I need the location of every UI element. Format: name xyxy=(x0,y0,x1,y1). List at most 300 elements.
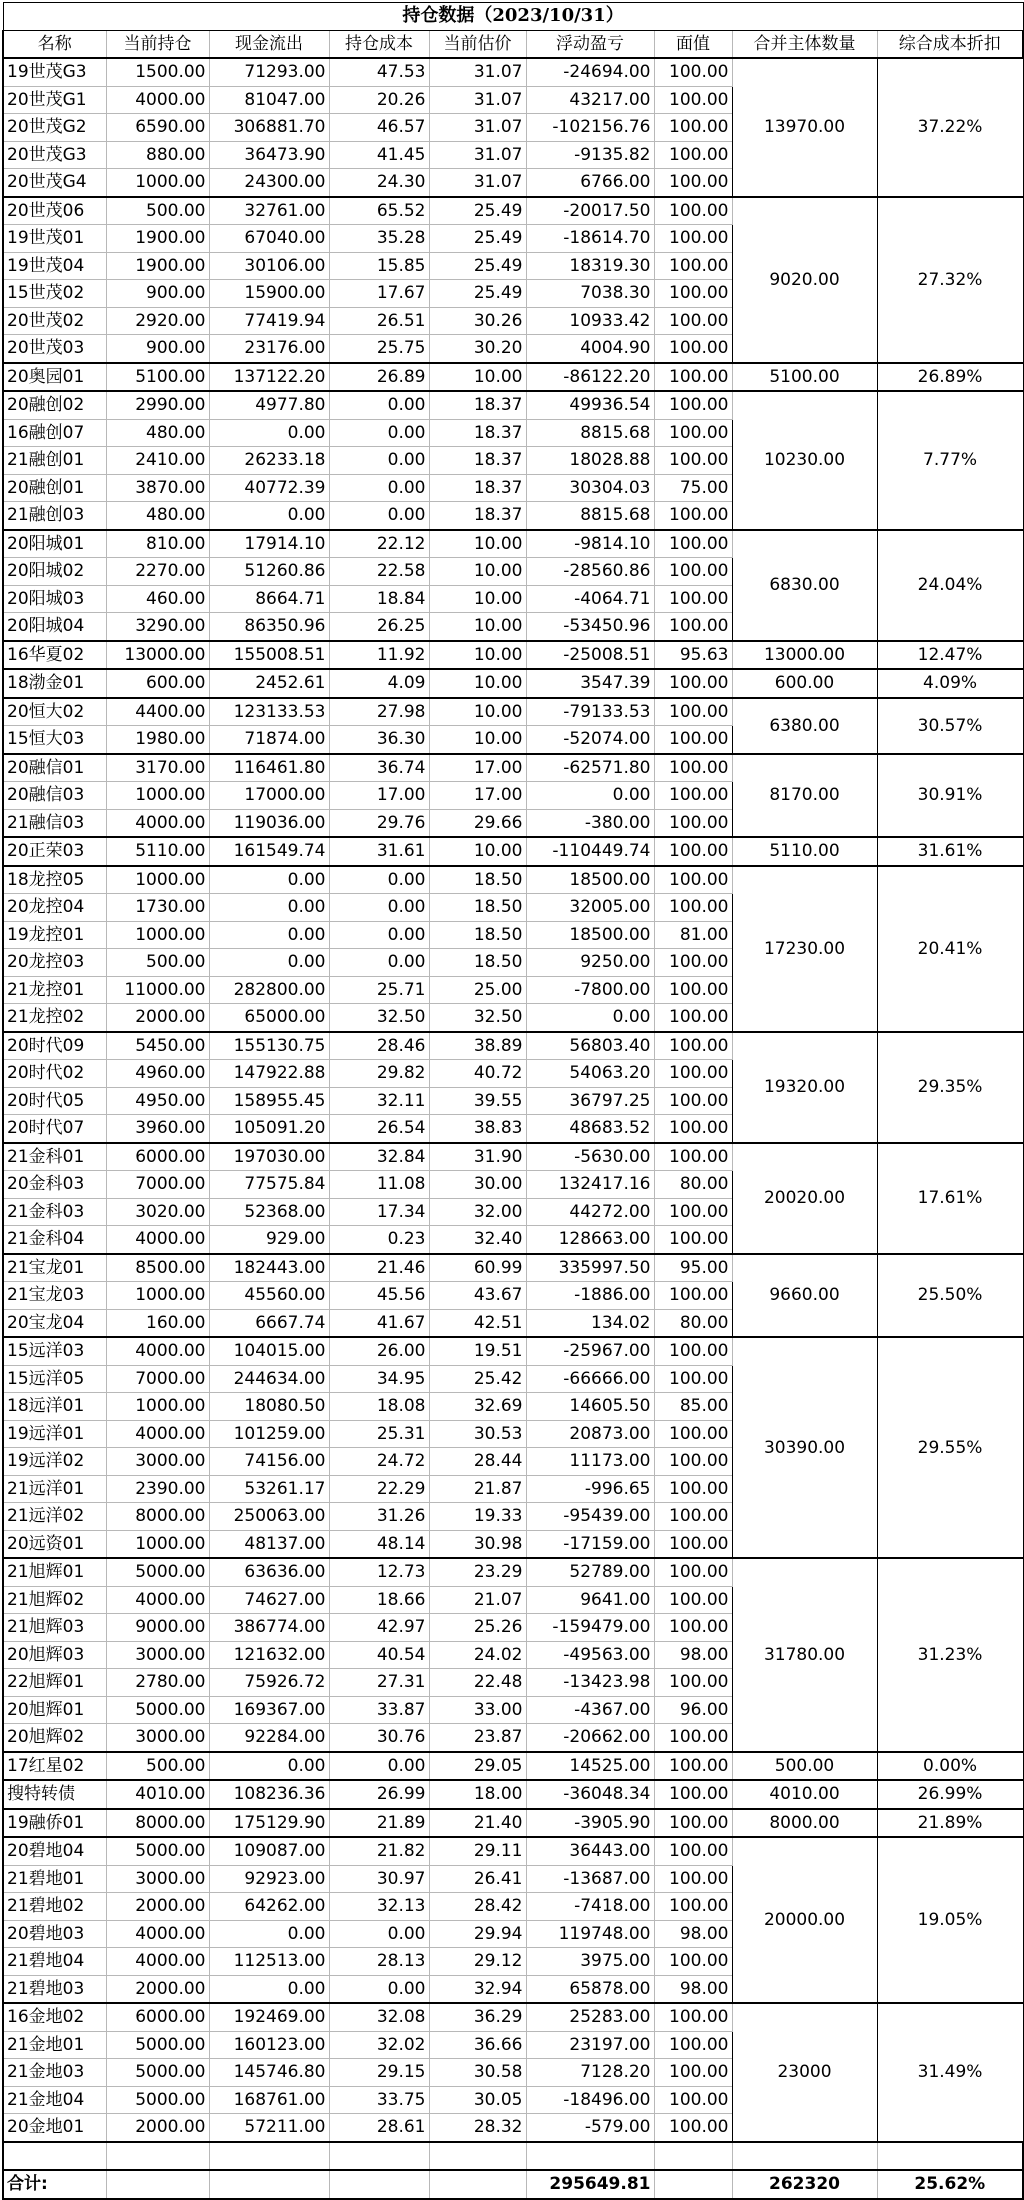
table-row xyxy=(3,1780,1023,1809)
cell-position: 3000.00 xyxy=(106,1641,209,1669)
cell-position: 1900.00 xyxy=(106,252,209,280)
cell-pnl: 23197.00 xyxy=(526,2031,654,2059)
cell-cash-outflow: 116461.80 xyxy=(209,754,329,782)
cell-price: 29.66 xyxy=(429,809,526,837)
cell-empty xyxy=(877,2142,1023,2171)
cell-cost: 0.00 xyxy=(329,391,429,419)
cell-cash-outflow: 160123.00 xyxy=(209,2031,329,2059)
cell-price: 38.83 xyxy=(429,1115,526,1143)
cell-pnl: 134.02 xyxy=(526,1309,654,1337)
cell-cash-outflow: 145746.80 xyxy=(209,2059,329,2087)
cell-name: 21碧地02 xyxy=(3,1893,106,1921)
cell-price: 21.40 xyxy=(429,1809,526,1838)
cell-price: 10.00 xyxy=(429,669,526,698)
cell-name: 18远洋01 xyxy=(3,1393,106,1421)
cell-face-value: 100.00 xyxy=(654,669,732,698)
cell-price: 18.00 xyxy=(429,1780,526,1809)
cell-name: 16华夏02 xyxy=(3,641,106,670)
cell-name: 21龙控02 xyxy=(3,1004,106,1032)
cell-position: 2920.00 xyxy=(106,307,209,335)
cell-price: 31.07 xyxy=(429,86,526,114)
cell-group-discount: 31.61% xyxy=(877,837,1023,866)
cell-pnl: -86122.20 xyxy=(526,363,654,392)
cell-price: 30.98 xyxy=(429,1530,526,1558)
cell-cost: 0.00 xyxy=(329,474,429,502)
cell-cash-outflow: 121632.00 xyxy=(209,1641,329,1669)
cell-position: 2270.00 xyxy=(106,558,209,586)
cell-position: 13000.00 xyxy=(106,641,209,670)
cell-cost: 40.54 xyxy=(329,1641,429,1669)
cell-name: 21宝龙03 xyxy=(3,1282,106,1310)
table-row xyxy=(3,669,1023,698)
cell-position: 2000.00 xyxy=(106,1975,209,2003)
cell-face-value: 100.00 xyxy=(654,530,732,558)
cell-cash-outflow: 0.00 xyxy=(209,502,329,530)
cell-cost: 26.51 xyxy=(329,307,429,335)
cell-pnl: 52789.00 xyxy=(526,1558,654,1586)
cell-cash-outflow: 48137.00 xyxy=(209,1530,329,1558)
cell-pnl: 36443.00 xyxy=(526,1837,654,1865)
cell-empty xyxy=(106,2142,209,2171)
cell-face-value: 100.00 xyxy=(654,252,732,280)
cell-price: 32.50 xyxy=(429,1004,526,1032)
cell-cash-outflow: 0.00 xyxy=(209,1920,329,1948)
cell-name: 20世茂G2 xyxy=(3,114,106,142)
cell-price: 24.02 xyxy=(429,1641,526,1669)
cell-face-value: 100.00 xyxy=(654,1475,732,1503)
cell-position: 2390.00 xyxy=(106,1475,209,1503)
cell-cash-outflow: 244634.00 xyxy=(209,1365,329,1393)
cell-cost: 12.73 xyxy=(329,1558,429,1586)
cell-price: 18.50 xyxy=(429,921,526,949)
cell-price: 29.05 xyxy=(429,1752,526,1781)
cell-position: 3000.00 xyxy=(106,1865,209,1893)
cell-position: 1000.00 xyxy=(106,866,209,894)
cell-position: 2990.00 xyxy=(106,391,209,419)
cell-pnl: -95439.00 xyxy=(526,1503,654,1531)
cell-pnl: 7128.20 xyxy=(526,2059,654,2087)
cell-name: 22旭辉01 xyxy=(3,1669,106,1697)
cell-face-value: 100.00 xyxy=(654,197,732,225)
cell-price: 29.11 xyxy=(429,1837,526,1865)
cell-cost: 26.54 xyxy=(329,1115,429,1143)
cell-name: 20奥园01 xyxy=(3,363,106,392)
cell-cost: 25.75 xyxy=(329,335,429,363)
cell-position: 3020.00 xyxy=(106,1198,209,1226)
cell-face-value: 100.00 xyxy=(654,225,732,253)
cell-price: 18.37 xyxy=(429,391,526,419)
cell-cash-outflow: 119036.00 xyxy=(209,809,329,837)
cell-name: 20碧地03 xyxy=(3,1920,106,1948)
cell-empty xyxy=(209,2170,329,2199)
cell-cost: 46.57 xyxy=(329,114,429,142)
cell-cost: 22.58 xyxy=(329,558,429,586)
col-header-position: 当前持仓 xyxy=(106,30,209,58)
cell-face-value: 100.00 xyxy=(654,1780,732,1809)
cell-name: 21远洋02 xyxy=(3,1503,106,1531)
cell-position: 2780.00 xyxy=(106,1669,209,1697)
cell-position: 1730.00 xyxy=(106,894,209,922)
cell-cash-outflow: 104015.00 xyxy=(209,1337,329,1365)
cell-cost: 32.50 xyxy=(329,1004,429,1032)
cell-pnl: 0.00 xyxy=(526,1004,654,1032)
cell-group-discount: 17.61% xyxy=(877,1143,1023,1254)
cell-cash-outflow: 51260.86 xyxy=(209,558,329,586)
cell-pnl: 49936.54 xyxy=(526,391,654,419)
cell-face-value: 100.00 xyxy=(654,280,732,308)
total-group-qty: 262320 xyxy=(732,2170,877,2199)
cell-position: 1000.00 xyxy=(106,1530,209,1558)
cell-price: 25.00 xyxy=(429,976,526,1004)
cell-name: 21金科01 xyxy=(3,1143,106,1171)
cell-price: 25.49 xyxy=(429,280,526,308)
cell-pnl: -3905.90 xyxy=(526,1809,654,1838)
cell-pnl: 44272.00 xyxy=(526,1198,654,1226)
cell-pnl: -66666.00 xyxy=(526,1365,654,1393)
cell-position: 6590.00 xyxy=(106,114,209,142)
cell-face-value: 100.00 xyxy=(654,1809,732,1838)
table-row xyxy=(3,1143,1023,1171)
cell-cash-outflow: 158955.45 xyxy=(209,1087,329,1115)
cell-price: 25.49 xyxy=(429,225,526,253)
cell-price: 21.87 xyxy=(429,1475,526,1503)
cell-cash-outflow: 123133.53 xyxy=(209,698,329,726)
table-row xyxy=(3,698,1023,726)
cell-name: 20金地01 xyxy=(3,2114,106,2142)
cell-cost: 0.00 xyxy=(329,921,429,949)
cell-name: 19远洋01 xyxy=(3,1420,106,1448)
cell-pnl: -62571.80 xyxy=(526,754,654,782)
cell-price: 43.67 xyxy=(429,1282,526,1310)
cell-cost: 34.95 xyxy=(329,1365,429,1393)
cell-cost: 33.75 xyxy=(329,2086,429,2114)
cell-cash-outflow: 282800.00 xyxy=(209,976,329,1004)
cell-face-value: 100.00 xyxy=(654,1226,732,1254)
cell-price: 18.50 xyxy=(429,894,526,922)
cell-position: 2000.00 xyxy=(106,1004,209,1032)
cell-position: 880.00 xyxy=(106,141,209,169)
cell-pnl: 36797.25 xyxy=(526,1087,654,1115)
cell-cash-outflow: 108236.36 xyxy=(209,1780,329,1809)
cell-pnl: -7800.00 xyxy=(526,976,654,1004)
cell-face-value: 100.00 xyxy=(654,1724,732,1752)
cell-group-qty: 5100.00 xyxy=(732,363,877,392)
table-row xyxy=(3,754,1023,782)
cell-cost: 18.66 xyxy=(329,1586,429,1614)
cell-position: 5000.00 xyxy=(106,2059,209,2087)
cell-cost: 0.00 xyxy=(329,1752,429,1781)
cell-name: 20旭辉02 xyxy=(3,1724,106,1752)
cell-cash-outflow: 64262.00 xyxy=(209,1893,329,1921)
cell-price: 10.00 xyxy=(429,585,526,613)
cell-pnl: -4064.71 xyxy=(526,585,654,613)
cell-name: 20世茂G1 xyxy=(3,86,106,114)
cell-name: 21旭辉02 xyxy=(3,1586,106,1614)
cell-pnl: -380.00 xyxy=(526,809,654,837)
cell-position: 4000.00 xyxy=(106,1948,209,1976)
cell-cash-outflow: 74627.00 xyxy=(209,1586,329,1614)
cell-face-value: 100.00 xyxy=(654,1586,732,1614)
cell-price: 28.32 xyxy=(429,2114,526,2142)
cell-name: 20融信03 xyxy=(3,782,106,810)
cell-face-value: 100.00 xyxy=(654,391,732,419)
cell-cost: 21.82 xyxy=(329,1837,429,1865)
cell-pnl: 20873.00 xyxy=(526,1420,654,1448)
cell-face-value: 100.00 xyxy=(654,1530,732,1558)
cell-cash-outflow: 77419.94 xyxy=(209,307,329,335)
holdings-table xyxy=(2,2,1024,2200)
cell-position: 1000.00 xyxy=(106,782,209,810)
cell-name: 20宝龙04 xyxy=(3,1309,106,1337)
cell-pnl: -17159.00 xyxy=(526,1530,654,1558)
cell-cash-outflow: 929.00 xyxy=(209,1226,329,1254)
cell-group-qty: 8000.00 xyxy=(732,1809,877,1838)
cell-cash-outflow: 52368.00 xyxy=(209,1198,329,1226)
cell-price: 10.00 xyxy=(429,837,526,866)
cell-price: 31.07 xyxy=(429,169,526,197)
cell-face-value: 100.00 xyxy=(654,698,732,726)
cell-cash-outflow: 30106.00 xyxy=(209,252,329,280)
cell-pnl: -102156.76 xyxy=(526,114,654,142)
cell-empty xyxy=(3,2142,106,2171)
cell-face-value: 100.00 xyxy=(654,1282,732,1310)
table-row xyxy=(3,1837,1023,1865)
cell-cost: 32.13 xyxy=(329,1893,429,1921)
table-row xyxy=(3,1254,1023,1282)
cell-face-value: 100.00 xyxy=(654,1004,732,1032)
cell-cash-outflow: 197030.00 xyxy=(209,1143,329,1171)
cell-pnl: -52074.00 xyxy=(526,726,654,754)
cell-name: 19龙控01 xyxy=(3,921,106,949)
cell-position: 3000.00 xyxy=(106,1724,209,1752)
total-pnl: 295649.81 xyxy=(526,2170,654,2199)
cell-face-value: 100.00 xyxy=(654,1198,732,1226)
cell-cash-outflow: 155130.75 xyxy=(209,1032,329,1060)
cell-cost: 32.02 xyxy=(329,2031,429,2059)
cell-cash-outflow: 0.00 xyxy=(209,921,329,949)
cell-cash-outflow: 0.00 xyxy=(209,1752,329,1781)
cell-cost: 24.30 xyxy=(329,169,429,197)
cell-cash-outflow: 175129.90 xyxy=(209,1809,329,1838)
cell-pnl: 9250.00 xyxy=(526,949,654,977)
cell-empty xyxy=(106,2170,209,2199)
cell-face-value: 96.00 xyxy=(654,1696,732,1724)
cell-cost: 32.11 xyxy=(329,1087,429,1115)
cell-name: 20时代09 xyxy=(3,1032,106,1060)
cell-price: 28.44 xyxy=(429,1448,526,1476)
cell-price: 21.07 xyxy=(429,1586,526,1614)
cell-group-discount: 7.77% xyxy=(877,391,1023,530)
table-row xyxy=(3,837,1023,866)
cell-face-value: 100.00 xyxy=(654,613,732,641)
cell-face-value: 100.00 xyxy=(654,307,732,335)
cell-cash-outflow: 67040.00 xyxy=(209,225,329,253)
cell-face-value: 98.00 xyxy=(654,1641,732,1669)
cell-pnl: 3547.39 xyxy=(526,669,654,698)
cell-name: 20旭辉03 xyxy=(3,1641,106,1669)
cell-pnl: 132417.16 xyxy=(526,1171,654,1199)
cell-cash-outflow: 109087.00 xyxy=(209,1837,329,1865)
cell-cost: 0.00 xyxy=(329,949,429,977)
cell-cash-outflow: 112513.00 xyxy=(209,1948,329,1976)
cell-price: 10.00 xyxy=(429,530,526,558)
cell-price: 18.50 xyxy=(429,949,526,977)
cell-pnl: -5630.00 xyxy=(526,1143,654,1171)
cell-pnl: -7418.00 xyxy=(526,1893,654,1921)
cell-cash-outflow: 2452.61 xyxy=(209,669,329,698)
cell-price: 31.07 xyxy=(429,141,526,169)
cell-position: 3870.00 xyxy=(106,474,209,502)
cell-cost: 28.13 xyxy=(329,1948,429,1976)
cell-name: 19世茂01 xyxy=(3,225,106,253)
cell-name: 20阳城02 xyxy=(3,558,106,586)
table-row xyxy=(3,641,1023,670)
cell-cost: 41.67 xyxy=(329,1309,429,1337)
cell-position: 460.00 xyxy=(106,585,209,613)
cell-price: 22.48 xyxy=(429,1669,526,1697)
cell-group-discount: 29.55% xyxy=(877,1337,1023,1558)
cell-price: 26.41 xyxy=(429,1865,526,1893)
cell-pnl: -996.65 xyxy=(526,1475,654,1503)
cell-cash-outflow: 6667.74 xyxy=(209,1309,329,1337)
cell-cost: 27.98 xyxy=(329,698,429,726)
cell-pnl: -49563.00 xyxy=(526,1641,654,1669)
cell-price: 18.50 xyxy=(429,866,526,894)
cell-pnl: 65878.00 xyxy=(526,1975,654,2003)
cell-cost: 32.84 xyxy=(329,1143,429,1171)
cell-cost: 18.84 xyxy=(329,585,429,613)
cell-name: 21远洋01 xyxy=(3,1475,106,1503)
cell-cost: 25.31 xyxy=(329,1420,429,1448)
cell-face-value: 100.00 xyxy=(654,1669,732,1697)
cell-cash-outflow: 17914.10 xyxy=(209,530,329,558)
cell-face-value: 100.00 xyxy=(654,1614,732,1642)
cell-face-value: 100.00 xyxy=(654,782,732,810)
cell-face-value: 100.00 xyxy=(654,363,732,392)
cell-position: 5000.00 xyxy=(106,1558,209,1586)
cell-pnl: -53450.96 xyxy=(526,613,654,641)
cell-name: 20恒大02 xyxy=(3,698,106,726)
cell-group-qty: 9020.00 xyxy=(732,197,877,363)
cell-group-discount: 19.05% xyxy=(877,1837,1023,2003)
cell-cost: 0.00 xyxy=(329,1920,429,1948)
cell-price: 17.00 xyxy=(429,782,526,810)
cell-price: 38.89 xyxy=(429,1032,526,1060)
cell-cash-outflow: 105091.20 xyxy=(209,1115,329,1143)
cell-cost: 26.89 xyxy=(329,363,429,392)
cell-name: 20世茂02 xyxy=(3,307,106,335)
cell-position: 1000.00 xyxy=(106,921,209,949)
cell-cash-outflow: 168761.00 xyxy=(209,2086,329,2114)
cell-group-discount: 30.57% xyxy=(877,698,1023,754)
cell-name: 20正荣03 xyxy=(3,837,106,866)
cell-group-discount: 31.23% xyxy=(877,1558,1023,1752)
cell-position: 4000.00 xyxy=(106,86,209,114)
cell-cash-outflow: 18080.50 xyxy=(209,1393,329,1421)
cell-pnl: 56803.40 xyxy=(526,1032,654,1060)
cell-pnl: 119748.00 xyxy=(526,1920,654,1948)
cell-face-value: 100.00 xyxy=(654,1337,732,1365)
cell-position: 1500.00 xyxy=(106,58,209,86)
table-row xyxy=(3,866,1023,894)
cell-face-value: 100.00 xyxy=(654,754,732,782)
cell-pnl: -28560.86 xyxy=(526,558,654,586)
cell-empty xyxy=(654,2170,732,2199)
cell-pnl: 6766.00 xyxy=(526,169,654,197)
cell-price: 10.00 xyxy=(429,363,526,392)
cell-cost: 30.76 xyxy=(329,1724,429,1752)
cell-face-value: 100.00 xyxy=(654,894,732,922)
cell-name: 21金地01 xyxy=(3,2031,106,2059)
cell-group-qty: 8170.00 xyxy=(732,754,877,838)
cell-position: 5000.00 xyxy=(106,1696,209,1724)
cell-cash-outflow: 250063.00 xyxy=(209,1503,329,1531)
cell-position: 3170.00 xyxy=(106,754,209,782)
cell-position: 7000.00 xyxy=(106,1171,209,1199)
cell-name: 21金科03 xyxy=(3,1198,106,1226)
cell-position: 11000.00 xyxy=(106,976,209,1004)
cell-cash-outflow: 0.00 xyxy=(209,1975,329,2003)
cell-cost: 24.72 xyxy=(329,1448,429,1476)
cell-price: 23.29 xyxy=(429,1558,526,1586)
cell-pnl: 48683.52 xyxy=(526,1115,654,1143)
cell-face-value: 100.00 xyxy=(654,558,732,586)
cell-cost: 11.92 xyxy=(329,641,429,670)
cell-position: 4010.00 xyxy=(106,1780,209,1809)
cell-group-qty: 30390.00 xyxy=(732,1337,877,1558)
col-header-face-value: 面值 xyxy=(654,30,732,58)
cell-face-value: 100.00 xyxy=(654,585,732,613)
cell-price: 32.40 xyxy=(429,1226,526,1254)
cell-position: 7000.00 xyxy=(106,1365,209,1393)
cell-face-value: 100.00 xyxy=(654,419,732,447)
cell-face-value: 95.00 xyxy=(654,1254,732,1282)
cell-group-qty: 4010.00 xyxy=(732,1780,877,1809)
cell-cost: 17.34 xyxy=(329,1198,429,1226)
cell-name: 21碧地03 xyxy=(3,1975,106,2003)
cell-cost: 29.15 xyxy=(329,2059,429,2087)
cell-price: 18.37 xyxy=(429,474,526,502)
cell-cash-outflow: 147922.88 xyxy=(209,1060,329,1088)
cell-face-value: 100.00 xyxy=(654,2114,732,2142)
cell-face-value: 100.00 xyxy=(654,1837,732,1865)
cell-face-value: 100.00 xyxy=(654,2031,732,2059)
cell-position: 5100.00 xyxy=(106,363,209,392)
cell-cash-outflow: 161549.74 xyxy=(209,837,329,866)
cell-cash-outflow: 169367.00 xyxy=(209,1696,329,1724)
cell-position: 2000.00 xyxy=(106,1893,209,1921)
cell-empty xyxy=(732,2142,877,2171)
cell-pnl: 14525.00 xyxy=(526,1752,654,1781)
cell-position: 4000.00 xyxy=(106,1226,209,1254)
table-row xyxy=(3,58,1023,86)
cell-cost: 35.28 xyxy=(329,225,429,253)
cell-cost: 22.29 xyxy=(329,1475,429,1503)
cell-group-discount: 25.50% xyxy=(877,1254,1023,1338)
cell-cash-outflow: 386774.00 xyxy=(209,1614,329,1642)
cell-position: 2410.00 xyxy=(106,447,209,475)
cell-position: 4950.00 xyxy=(106,1087,209,1115)
cell-cash-outflow: 192469.00 xyxy=(209,2003,329,2031)
cell-empty xyxy=(329,2142,429,2171)
cell-price: 18.37 xyxy=(429,419,526,447)
cell-price: 18.37 xyxy=(429,502,526,530)
cell-name: 20龙控04 xyxy=(3,894,106,922)
cell-price: 40.72 xyxy=(429,1060,526,1088)
cell-price: 30.20 xyxy=(429,335,526,363)
cell-cost: 65.52 xyxy=(329,197,429,225)
cell-cost: 48.14 xyxy=(329,1530,429,1558)
